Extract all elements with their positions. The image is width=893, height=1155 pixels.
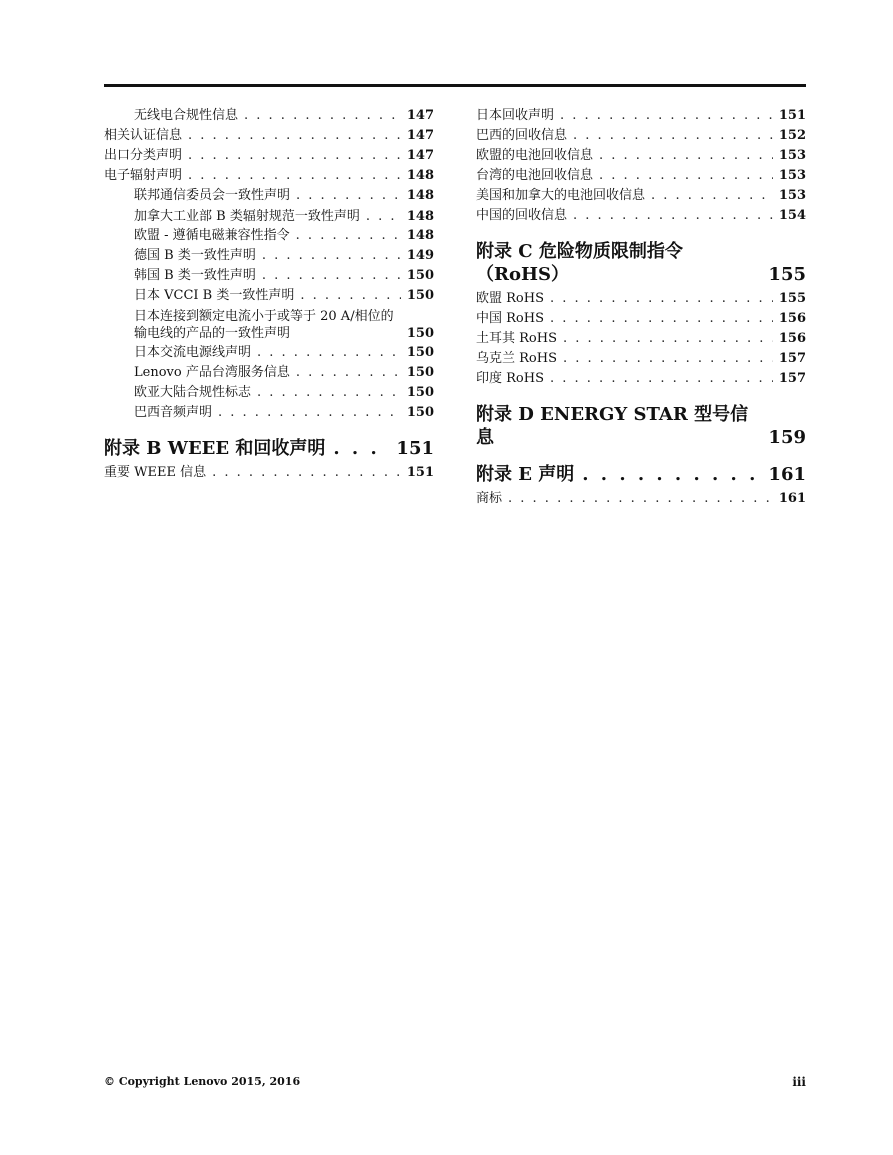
toc-dot-leader — [563, 349, 773, 369]
toc-entry-title: 乌克兰 RoHS — [476, 351, 557, 366]
toc-entry[interactable] — [476, 206, 806, 226]
toc-entry[interactable] — [476, 106, 806, 126]
toc-entry-title: 加拿大工业部 B 类辐射规范一致性声明 — [134, 209, 360, 224]
toc-entry-title: 欧亚大陆合规性标志 — [134, 385, 252, 400]
toc-entry[interactable] — [104, 146, 434, 166]
toc-page-number: 156 — [778, 311, 806, 326]
toc-entry-title: 商标 — [476, 491, 503, 506]
toc-entry[interactable] — [104, 463, 434, 483]
toc-dot-leader — [651, 186, 773, 206]
toc-page-number: 157 — [778, 371, 806, 386]
toc-entry[interactable] — [104, 126, 434, 146]
toc-entry-title: 日本交流电源线声明 — [134, 345, 252, 360]
toc-page-number: 150 — [406, 326, 434, 341]
toc-dot-leader — [582, 463, 760, 486]
toc-dot-leader — [563, 329, 773, 349]
toc-dot-leader — [262, 266, 401, 286]
toc-entry[interactable] — [104, 306, 434, 343]
toc-entry-title: 欧盟 RoHS — [476, 291, 544, 306]
toc-entry-title: 台湾的电池回收信息 — [476, 168, 594, 183]
toc-entry-title: 相关认证信息 — [104, 128, 183, 143]
toc-dot-leader — [296, 226, 401, 246]
toc-page-number: 150 — [406, 385, 434, 400]
toc-page-number: 153 — [778, 188, 806, 203]
toc-page-number: 150 — [406, 288, 434, 303]
toc-left-column — [104, 106, 434, 483]
toc-entry-title: 欧盟的电池回收信息 — [476, 148, 594, 163]
toc-entry-title: 附录 D ENERGY STAR 型号信息 — [476, 404, 749, 448]
toc-entry-title: 土耳其 RoHS — [476, 331, 557, 346]
toc-page-number: 150 — [406, 345, 434, 360]
toc-dot-leader — [573, 206, 773, 226]
toc-dot-leader — [296, 186, 401, 206]
toc-entry[interactable] — [476, 146, 806, 166]
toc-entry-title: 日本连接到额定电流小于或等于 20 A/相位的输电线的产品的一致性声明 — [134, 309, 394, 341]
toc-entry[interactable] — [104, 286, 434, 306]
toc-dot-leader — [257, 343, 401, 363]
toc-page-number: 151 — [396, 438, 434, 459]
toc-page-number: 156 — [778, 331, 806, 346]
toc-page-number: 147 — [406, 128, 434, 143]
toc-entry-title: 联邦通信委员会一致性声明 — [134, 188, 291, 203]
toc-entry-title: 重要 WEEE 信息 — [104, 465, 207, 480]
toc-entry[interactable] — [104, 246, 434, 266]
toc-dot-leader — [599, 146, 773, 166]
toc-entry-title: 附录 C 危险物质限制指令（RoHS） — [476, 241, 683, 285]
toc-dot-leader — [244, 106, 401, 126]
toc-page-number: 150 — [406, 405, 434, 420]
toc-page-number: 154 — [778, 208, 806, 223]
toc-dot-leader — [212, 463, 401, 483]
toc-dot-leader — [296, 363, 401, 383]
toc-entry-title: 无线电合规性信息 — [134, 108, 239, 123]
toc-page-number: 159 — [768, 427, 806, 448]
toc-entry[interactable] — [476, 349, 806, 369]
toc-page-number: 148 — [406, 228, 434, 243]
toc-dot-leader — [262, 246, 401, 266]
toc-page-number: 151 — [406, 465, 434, 480]
toc-entry[interactable] — [476, 186, 806, 206]
toc-entry[interactable] — [104, 363, 434, 383]
toc-entry-title: 美国和加拿大的电池回收信息 — [476, 188, 646, 203]
toc-dot-leader — [550, 309, 773, 329]
toc-entry-title: 出口分类声明 — [104, 148, 183, 163]
toc-page-number: 150 — [406, 268, 434, 283]
toc-dot-leader — [300, 286, 400, 306]
toc-appendix-heading[interactable] — [104, 437, 434, 460]
toc-page-number: 153 — [778, 168, 806, 183]
toc-dot-leader — [573, 126, 773, 146]
top-rule — [104, 84, 806, 87]
toc-entry-title: 日本回收声明 — [476, 108, 555, 123]
toc-dot-leader — [333, 437, 388, 460]
toc-entry-title: 印度 RoHS — [476, 371, 544, 386]
toc-entry[interactable] — [476, 329, 806, 349]
toc-entry-title: 巴西的回收信息 — [476, 128, 568, 143]
toc-dot-leader — [188, 126, 401, 146]
toc-page-number: 152 — [778, 128, 806, 143]
toc-appendix-heading[interactable] — [476, 240, 806, 286]
toc-page-number: 157 — [778, 351, 806, 366]
toc-entry[interactable] — [476, 126, 806, 146]
toc-dot-leader — [508, 489, 773, 509]
toc-entry-title: Lenovo 产品台湾服务信息 — [134, 365, 290, 380]
toc-page-number: 155 — [768, 264, 806, 285]
toc-dot-leader — [188, 146, 401, 166]
toc-entry[interactable] — [476, 369, 806, 389]
toc-page-number: 149 — [406, 248, 434, 263]
toc-dot-leader — [560, 106, 773, 126]
toc-entry[interactable] — [104, 383, 434, 403]
toc-page-number: 150 — [406, 365, 434, 380]
toc-dot-leader — [599, 166, 773, 186]
toc-dot-leader — [400, 325, 401, 342]
copyright-notice: © Copyright Lenovo 2015, 2016 — [104, 1075, 301, 1088]
toc-right-column — [476, 106, 806, 509]
toc-entry[interactable] — [104, 106, 434, 126]
toc-entry[interactable] — [104, 266, 434, 286]
toc-page-number: 153 — [778, 148, 806, 163]
toc-entry-title: 欧盟 - 遵循电磁兼容性指令 — [134, 228, 290, 243]
toc-page-number: 161 — [768, 464, 806, 485]
toc-page-number: 148 — [406, 168, 434, 183]
toc-page-number: 151 — [778, 108, 806, 123]
toc-appendix-heading[interactable] — [476, 463, 806, 486]
toc-dot-leader — [550, 369, 773, 389]
toc-entry-title: 电子辐射声明 — [104, 168, 183, 183]
toc-entry[interactable] — [476, 289, 806, 309]
toc-entry-title: 日本 VCCI B 类一致性声明 — [134, 288, 295, 303]
toc-entry-title: 附录 E 声明 — [476, 464, 575, 485]
toc-entry-title: 巴西音频声明 — [134, 405, 213, 420]
page-number: iii — [792, 1075, 806, 1089]
toc-entry[interactable] — [104, 403, 434, 423]
toc-entry-title: 附录 B WEEE 和回收声明 — [104, 438, 326, 459]
toc-entry[interactable] — [104, 166, 434, 186]
toc-dot-leader — [257, 383, 401, 403]
toc-entry-title: 中国的回收信息 — [476, 208, 568, 223]
toc-page-number: 147 — [406, 148, 434, 163]
toc-entry[interactable] — [104, 206, 434, 226]
toc-dot-leader — [188, 166, 401, 186]
toc-dot-leader — [366, 208, 401, 225]
toc-entry[interactable] — [104, 186, 434, 206]
toc-entry[interactable] — [476, 489, 806, 509]
toc-dot-leader — [550, 289, 773, 309]
toc-entry[interactable] — [476, 309, 806, 329]
toc-entry-title: 德国 B 类一致性声明 — [134, 248, 256, 263]
toc-entry[interactable] — [104, 343, 434, 363]
toc-appendix-heading[interactable] — [476, 403, 806, 449]
toc-page-number: 148 — [406, 209, 434, 224]
toc-entry[interactable] — [104, 226, 434, 246]
toc-dot-leader — [218, 403, 401, 423]
toc-page-number: 155 — [778, 291, 806, 306]
toc-entry[interactable] — [476, 166, 806, 186]
toc-page-number: 147 — [406, 108, 434, 123]
toc-page-number: 148 — [406, 188, 434, 203]
toc-page-number: 161 — [778, 491, 806, 506]
toc-entry-title: 韩国 B 类一致性声明 — [134, 268, 256, 283]
toc-entry-title: 中国 RoHS — [476, 311, 544, 326]
